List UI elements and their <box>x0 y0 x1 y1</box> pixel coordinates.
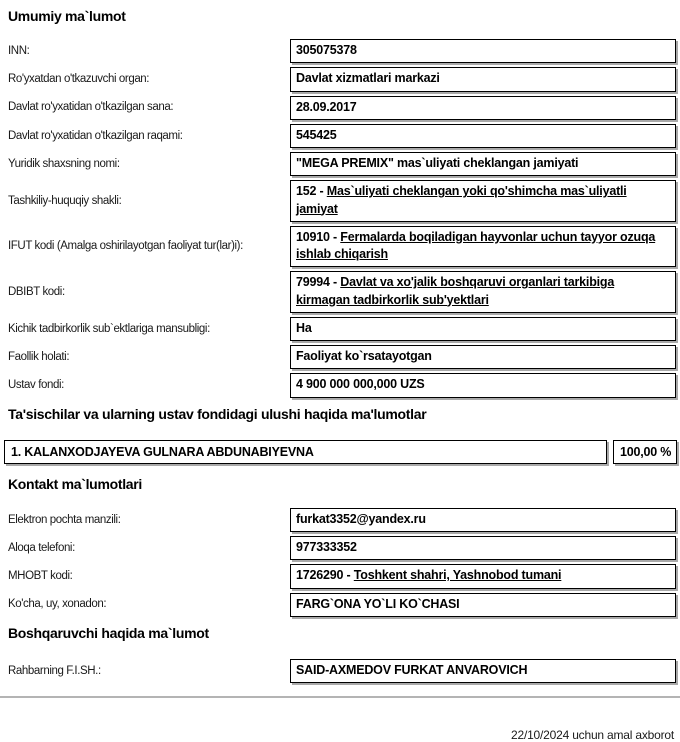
field-row <box>8 271 676 313</box>
field-value-box <box>290 67 676 91</box>
field-value: Davlat xizmatlari markazi <box>296 71 440 86</box>
field-value-prefix: 1726290 - <box>296 568 354 583</box>
field-label: INN: <box>8 44 30 57</box>
field-value: furkat3352@yandex.ru <box>296 511 426 526</box>
field-label: IFUT kodi (Amalga oshirilayotgan faoliyat tur(lar)i): <box>8 240 243 253</box>
field-value: 545425 <box>296 127 337 142</box>
field-value: Faoliyat ko`rsatayotgan <box>296 349 432 363</box>
field-label: Ro'yxatdan o'tkazuvchi organ: <box>8 73 150 86</box>
field-label: Aloqa telefoni: <box>8 541 75 554</box>
field-row <box>8 67 676 91</box>
founder-name: 1. KALANXODJAYEVA GULNARA ABDUNABIYEVNA <box>4 440 607 464</box>
field-row <box>8 317 676 341</box>
field-row <box>8 345 676 369</box>
field-value-box <box>290 345 676 369</box>
field-label: Tashkiliy-huquqiy shakli: <box>8 194 122 207</box>
field-value-box <box>290 124 676 148</box>
field-value: Ha <box>296 320 312 335</box>
field-value-box <box>290 226 676 268</box>
field-label: MHOBT kodi: <box>8 570 73 583</box>
field-label: Ustav fondi: <box>8 379 64 392</box>
contacts-rows <box>8 508 676 617</box>
field-row <box>8 373 676 397</box>
report-date-note: 22/10/2024 uchun amal axborot <box>511 728 674 742</box>
field-value-box <box>290 271 676 313</box>
section-title-contacts: Kontakt ma`lumotlari <box>8 475 143 492</box>
field-value-prefix: 152 - <box>296 184 327 199</box>
section-title-manager: Boshqaruvchi haqida ma`lumot <box>8 624 209 641</box>
field-value: "MEGA PREMIX" mas`uliyati cheklangan jamiyati <box>296 156 579 170</box>
field-label: Yuridik shaxsning nomi: <box>8 157 120 170</box>
field-value-box <box>290 593 676 617</box>
manager-rows <box>8 659 676 683</box>
field-value-box <box>290 39 676 63</box>
field-label: Rahbarning F.I.SH.: <box>8 664 101 677</box>
field-value-box <box>290 659 676 683</box>
section-title-founders: Ta'sischilar va ularning ustav fondidagi ulushi haqida ma'lumotlar <box>8 405 427 422</box>
field-label: Davlat ro'yxatidan o'tkazilgan sana: <box>8 101 174 114</box>
field-value: 28.09.2017 <box>296 99 357 114</box>
section-title-general: Umumiy ma`lumot <box>8 8 126 24</box>
founders-rows <box>8 440 676 464</box>
field-value-box <box>290 152 676 176</box>
field-value-prefix: 10910 - <box>296 229 341 244</box>
field-label: Kichik tadbirkorlik sub`ektlariga mansubligi: <box>8 322 210 335</box>
field-value-box <box>290 564 676 588</box>
founder-row <box>4 440 677 464</box>
field-row <box>8 593 676 617</box>
field-row <box>8 508 676 532</box>
field-value: 4 900 000 000,000 UZS <box>296 377 425 392</box>
field-row <box>8 564 676 588</box>
field-value: FARG`ONA YO`LI KO`CHASI <box>296 596 460 611</box>
field-label: DBIBT kodi: <box>8 285 65 298</box>
field-row <box>8 124 676 148</box>
field-row <box>8 152 676 176</box>
field-value-box <box>290 180 676 222</box>
field-row <box>8 226 676 268</box>
field-value-prefix: 79994 - <box>296 275 341 290</box>
field-label: Ko'cha, uy, xonadon: <box>8 598 107 611</box>
general-rows <box>8 39 676 398</box>
bottom-divider <box>0 696 680 698</box>
field-label: Faollik holati: <box>8 350 70 363</box>
field-value-link[interactable]: Toshkent shahri, Yashnobod tumani <box>353 568 562 583</box>
field-value-link[interactable]: Mas`uliyati cheklangan yoki qo'shimcha mas`uliyatli jamiyat <box>296 184 627 216</box>
field-value-box <box>290 508 676 532</box>
founder-share: 100,00 % <box>613 440 677 464</box>
field-value-box <box>290 96 676 120</box>
field-value: 305075378 <box>296 43 357 57</box>
field-row <box>8 536 676 560</box>
field-value-link[interactable]: Davlat va xo'jalik boshqaruvi organlari tarkibiga kirmagan tadbirkorlik sub'yektlari <box>296 275 615 307</box>
field-value-box <box>290 373 676 397</box>
field-label: Elektron pochta manzili: <box>8 513 121 526</box>
field-value-box <box>290 536 676 560</box>
field-row <box>8 180 676 222</box>
field-row <box>8 659 676 683</box>
field-value-link[interactable]: Fermalarda boqiladigan hayvonlar uchun tayyor ozuqa ishlab chiqarish <box>296 229 656 261</box>
field-label: Davlat ro'yxatidan o'tkazilgan raqami: <box>8 129 183 142</box>
field-value: 977333352 <box>296 540 357 554</box>
field-value: SAID-AXMEDOV FURKAT ANVAROVICH <box>296 662 528 677</box>
field-value-box <box>290 317 676 341</box>
field-row <box>8 96 676 120</box>
field-row <box>8 39 676 63</box>
